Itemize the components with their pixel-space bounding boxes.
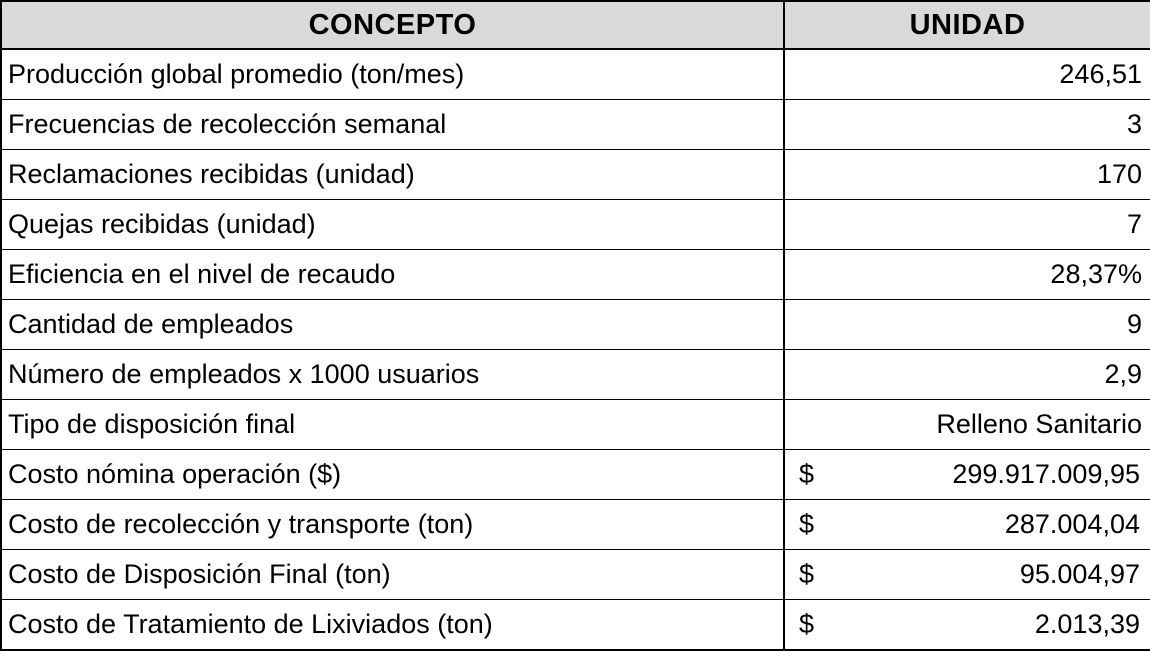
cell-concepto: Producción global promedio (ton/mes) — [1, 49, 784, 100]
table-row — [1, 600, 1150, 651]
currency-value — [791, 609, 1142, 640]
cell-unidad: 246,51 — [784, 49, 1150, 100]
currency-amount: 299.917.009,95 — [952, 459, 1140, 489]
cell-concepto: Costo de Tratamiento de Lixiviados (ton) — [1, 600, 784, 651]
currency-value — [791, 459, 1142, 490]
cell-unidad: 2,9 — [784, 350, 1150, 400]
cell-concepto: Número de empleados x 1000 usuarios — [1, 350, 784, 400]
cell-unidad — [784, 450, 1150, 500]
cell-concepto: Eficiencia en el nivel de recaudo — [1, 250, 784, 300]
cell-unidad: 3 — [784, 100, 1150, 150]
cell-unidad — [784, 500, 1150, 550]
currency-value — [791, 559, 1142, 590]
cell-unidad: 170 — [784, 150, 1150, 200]
cell-unidad: Relleno Sanitario — [784, 400, 1150, 450]
cell-unidad: 9 — [784, 300, 1150, 350]
table-row — [1, 550, 1150, 600]
table-header-row — [1, 1, 1150, 49]
currency-amount: 287.004,04 — [1004, 509, 1140, 539]
cell-concepto: Costo nómina operación ($) — [1, 450, 784, 500]
table-header — [1, 1, 1150, 49]
table-row — [1, 300, 1150, 350]
cell-concepto: Costo de recolección y transporte (ton) — [1, 500, 784, 550]
table-row — [1, 250, 1150, 300]
column-header-concepto: CONCEPTO — [1, 1, 784, 49]
currency-symbol: $ — [799, 609, 815, 639]
table-row — [1, 100, 1150, 150]
table-row — [1, 350, 1150, 400]
table-row — [1, 200, 1150, 250]
cell-concepto: Frecuencias de recolección semanal — [1, 100, 784, 150]
column-header-unidad: UNIDAD — [784, 1, 1150, 49]
cell-unidad: 28,37% — [784, 250, 1150, 300]
currency-symbol: $ — [799, 459, 815, 489]
table-row — [1, 400, 1150, 450]
currency-symbol: $ — [799, 559, 815, 589]
currency-value — [791, 509, 1142, 540]
cell-concepto: Tipo de disposición final — [1, 400, 784, 450]
currency-symbol: $ — [799, 509, 815, 539]
cell-concepto: Quejas recibidas (unidad) — [1, 200, 784, 250]
cell-unidad — [784, 550, 1150, 600]
cell-unidad: 7 — [784, 200, 1150, 250]
currency-amount: 95.004,97 — [1019, 559, 1140, 589]
table-body — [1, 49, 1150, 650]
cell-concepto: Cantidad de empleados — [1, 300, 784, 350]
table-row — [1, 450, 1150, 500]
table-row — [1, 150, 1150, 200]
cell-concepto: Costo de Disposición Final (ton) — [1, 550, 784, 600]
cell-concepto: Reclamaciones recibidas (unidad) — [1, 150, 784, 200]
table-row — [1, 500, 1150, 550]
cell-unidad — [784, 600, 1150, 651]
currency-amount: 2.013,39 — [1034, 609, 1140, 639]
table-row — [1, 49, 1150, 100]
